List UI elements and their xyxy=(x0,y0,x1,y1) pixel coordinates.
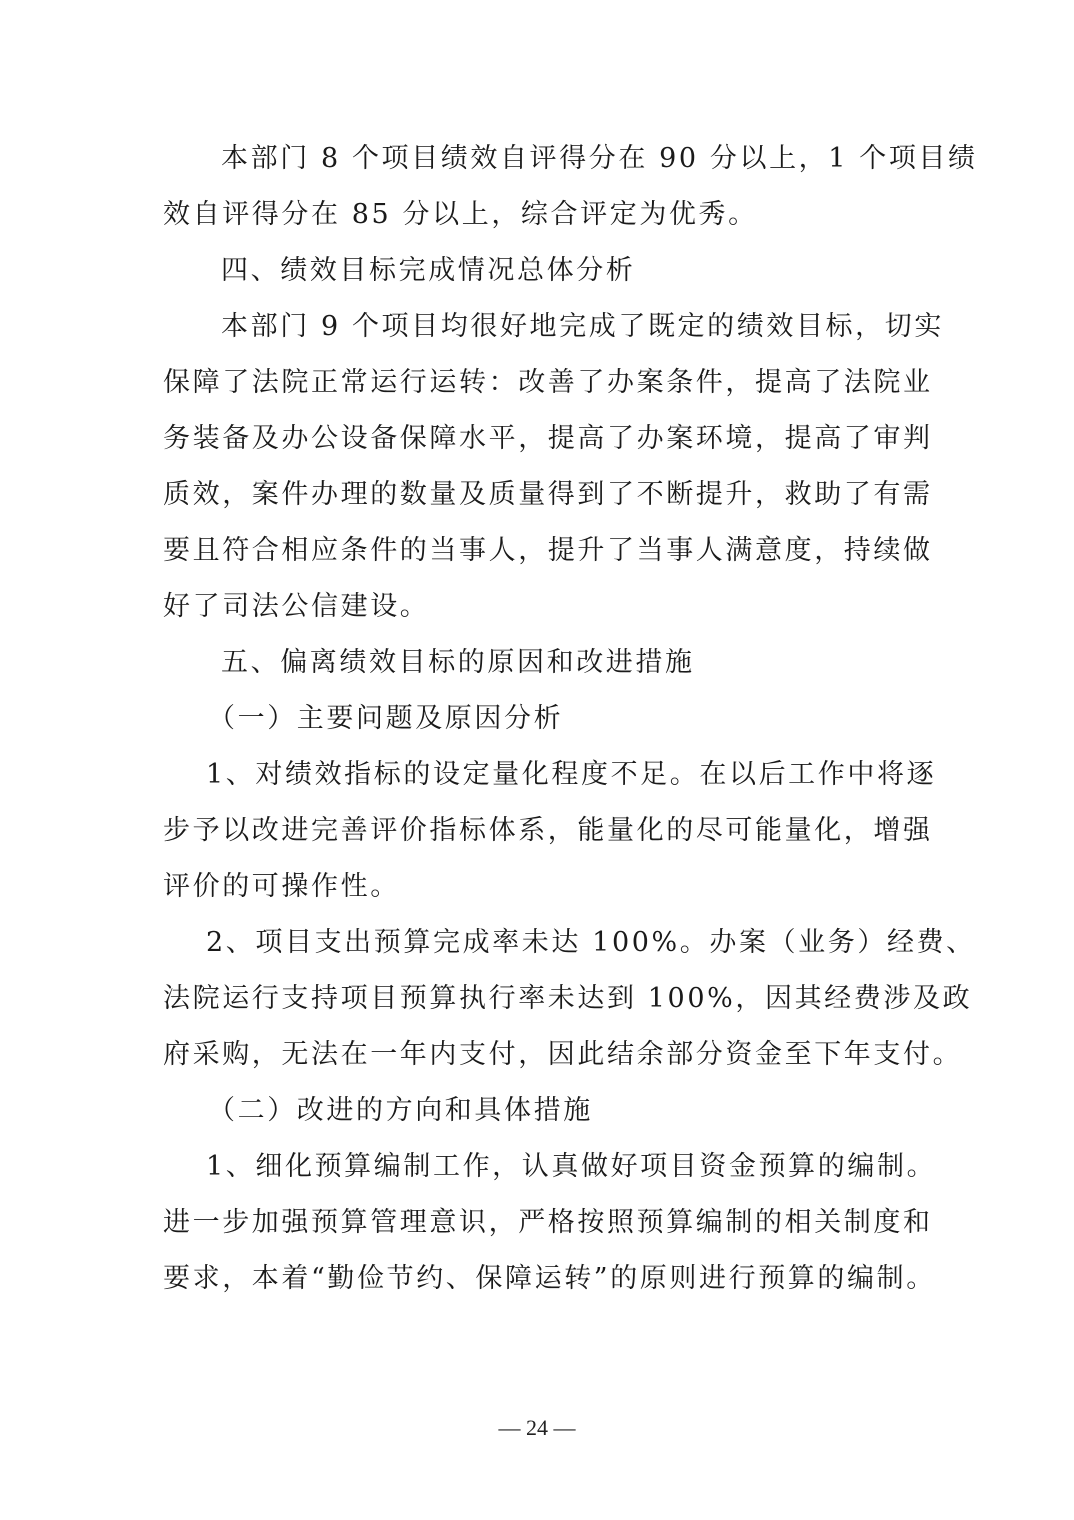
text-line: 要求，本着“勤俭节约、保障运转”的原则进行预算的编制。 xyxy=(163,1263,936,1294)
text-line: 好了司法公信建设。 xyxy=(163,591,430,622)
text-line: 务装备及办公设备保障水平，提高了办案环境，提高了审判 xyxy=(163,423,933,454)
text-line: 2、项目支出预算完成率未达 100%。办案（业务）经费、 xyxy=(206,927,976,958)
text-line: 法院运行支持项目预算执行率未达到 100%，因其经费涉及政 xyxy=(163,983,973,1014)
text-line: 本部门 8 个项目绩效自评得分在 90 分以上，1 个项目绩 xyxy=(221,143,978,174)
subsection-heading: （二）改进的方向和具体措施 xyxy=(208,1095,593,1126)
text-line: 质效，案件办理的数量及质量得到了不断提升，救助了有需 xyxy=(163,479,933,510)
subsection-heading: （一）主要问题及原因分析 xyxy=(208,703,564,734)
text-line: 评价的可操作性。 xyxy=(163,871,400,902)
text-line: 进一步加强预算管理意识，严格按照预算编制的相关制度和 xyxy=(163,1207,933,1238)
text-line: 步予以改进完善评价指标体系，能量化的尽可能量化，增强 xyxy=(163,815,933,846)
text-line: 1、细化预算编制工作，认真做好项目资金预算的编制。 xyxy=(206,1151,937,1182)
text-line: 1、对绩效指标的设定量化程度不足。在以后工作中将逐 xyxy=(206,759,937,790)
text-line: 府采购，无法在一年内支付，因此结余部分资金至下年支付。 xyxy=(163,1039,963,1070)
page-number: — 24 — xyxy=(498,1415,576,1440)
text-line: 本部门 9 个项目均很好地完成了既定的绩效目标，切实 xyxy=(221,311,944,342)
text-line: 要且符合相应条件的当事人，提升了当事人满意度，持续做 xyxy=(163,535,933,566)
section-heading: 四、绩效目标完成情况总体分析 xyxy=(221,255,636,286)
text-line: 效自评得分在 85 分以上，综合评定为优秀。 xyxy=(163,199,758,230)
section-heading: 五、偏离绩效目标的原因和改进措施 xyxy=(221,647,695,678)
text-line: 保障了法院正常运行运转：改善了办案条件，提高了法院业 xyxy=(163,367,933,398)
